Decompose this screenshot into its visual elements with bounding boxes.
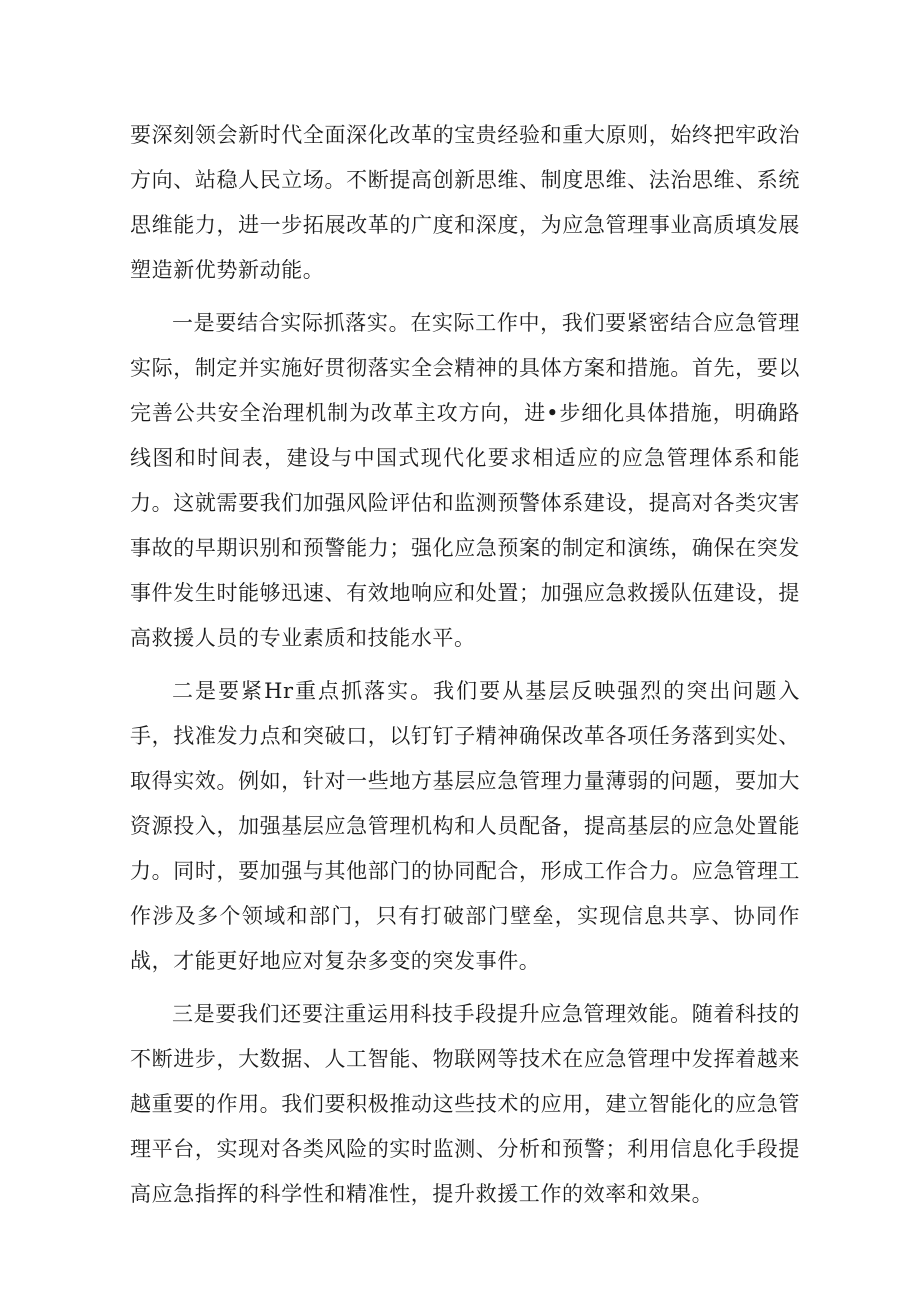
paragraph-point-two: 二是要紧Hr重点抓落实。我们要从基层反映强烈的突出问题入手，找准发力点和突破口，以钉钉子精神确保改革各项任务落到实处、取得实效。例如，针对一些地方基层应急管理力量薄弱的问题，要加大资源投入，加强基层应急管理机构和人员配备，提高基层的应急处置能力。同时，要加强与其他部门的协同配合，形成工作合力。应急管理工作涉及多个领域和部门，只有打破部门壁垒，实现信息共享、协同作战，才能更好地应对复杂多变的突发事件。 — [130, 679, 800, 973]
paragraph-point-one: 一是要结合实际抓落实。在实际工作中，我们要紧密结合应急管理实际，制定并实施好贯彻落实全会精神的具体方案和措施。首先，要以完善公共安全治理机制为改革主攻方向，进•步细化具体措施，明确路线图和时间表，建设与中国式现代化要求相适应的应急管理体系和能力。这就需要我们加强风险评估和监测预警体系建设，提高对各类灾害事故的早期识别和预警能力；强化应急预案的制定和演练，确保在突发事件发生时能够迅速、有效地响应和处置；加强应急救援队伍建设，提高救援人员的专业素质和技能水平。 — [130, 311, 800, 650]
paragraph-intro: 要深刻领会新时代全面深化改革的宝贵经验和重大原则，始终把牢政治方向、站稳人民立场。不断提高创新思维、制度思维、法治思维、系统思维能力，进一步拓展改革的广度和深度，为应急管理事业高质填发展塑造新优势新动能。 — [130, 123, 800, 282]
document-body — [130, 113, 800, 1225]
paragraph-point-three: 三是要我们还要注重运用科技手段提升应急管理效能。随着科技的不断进步，大数据、人工智能、物联网等技术在应急管理中发挥着越来越重要的作用。我们要积极推动这些技术的应用，建立智能化的应急管理平台，实现对各类风险的实时监测、分析和预警；利用信息化手段提高应急指挥的科学性和精准性，提升救援工作的效率和效果。 — [130, 1002, 800, 1206]
